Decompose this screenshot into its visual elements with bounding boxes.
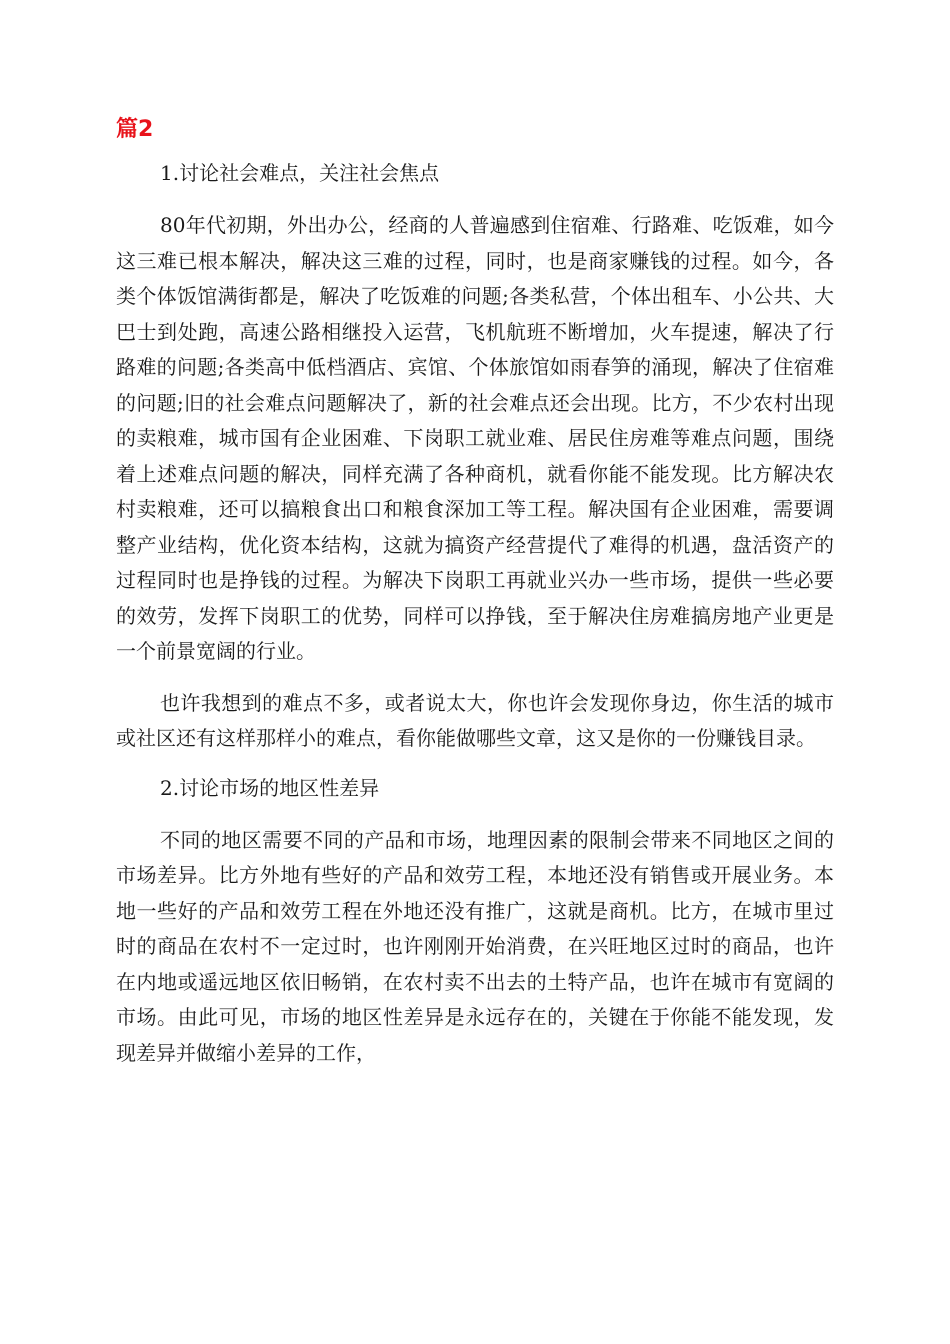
section-title: 篇2 — [116, 117, 154, 142]
paragraph-3: 不同的地区需要不同的产品和市场，地理因素的限制会带来不同地区之间的市场差异。比方外地有些好的产品和效劳工程，本地还没有销售或开展业务。本地一些好的产品和效劳工程在外地还没有推广，这就是商机。比方，在城市里过时的商品在农村不一定过时，也许刚刚开始消费，在兴旺地区过时的商品，也许在内地或遥远地区依旧畅销，在农村卖不出去的土特产品，也许在城市有宽阔的市场。由此可见，市场的地区性差异是永远存在的，关键在于你能不能发现，发现差异并做缩小差异的工作， — [116, 827, 834, 1065]
heading-2: 2.讨论市场的地区性差异 — [160, 775, 380, 800]
document-page — [116, 112, 834, 1087]
paragraph-2: 也许我想到的难点不多，或者说太大，你也许会发现你身边，你生活的城市或社区还有这样那样小的难点，看你能做哪些文章，这又是你的一份赚钱目录。 — [116, 690, 834, 750]
heading-1: 1.讨论社会难点，关注社会焦点 — [160, 161, 440, 185]
paragraph-1: 80年代初期，外出办公，经商的人普遍感到住宿难、行路难、吃饭难，如今这三难已根本解决，解决这三难的过程，同时，也是商家赚钱的过程。如今，各类个体饭馆满街都是，解决了吃饭难的问题;各类私营，个体出租车、小公共、大巴士到处跑，高速公路相继投入运营，飞机航班不断增加，火车提速，解决了行路难的问题;各类高中低档酒店、宾馆、个体旅馆如雨春笋的涌现，解决了住宿难的问题;旧的社会难点问题解决了，新的社会难点还会出现。比方，不少农村出现的卖粮难，城市国有企业困难、下岗职工就业难、居民住房难等难点问题，围绕着上述难点问题的解决，同样充满了各种商机，就看你能不能发现。比方解决农村卖粮难，还可以搞粮食出口和粮食深加工等工程。解决国有企业困难，需要调整产业结构，优化资本结构，这就为搞资产经营提代了难得的机遇，盘活资产的过程同时也是挣钱的过程。为解决下岗职工再就业兴办一些市场，提供一些必要的效劳，发挥下岗职工的优势，同样可以挣钱，至于解决住房难搞房地产业更是一个前景宽阔的行业。 — [116, 213, 834, 663]
